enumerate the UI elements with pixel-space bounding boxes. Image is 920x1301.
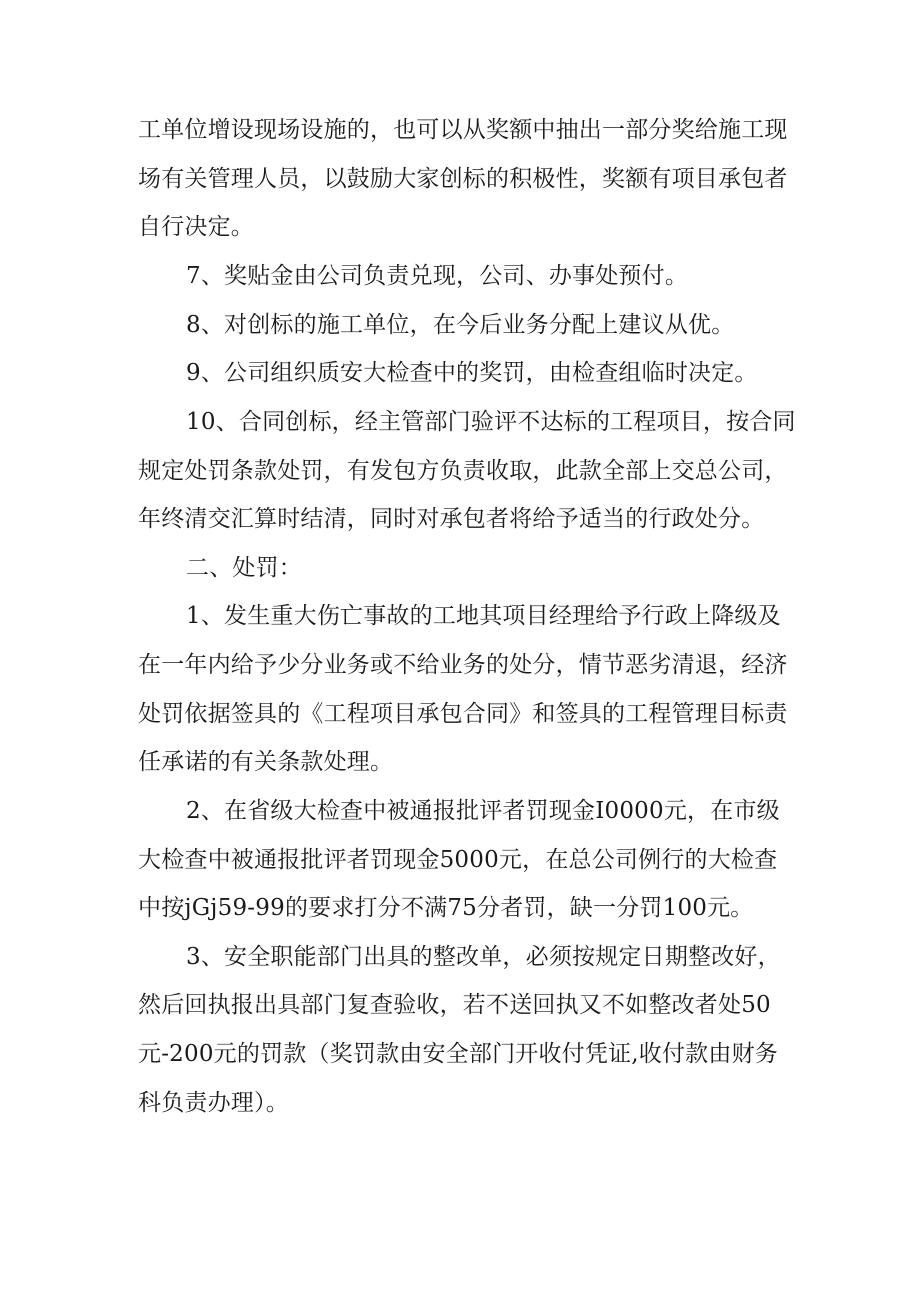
text-line: 处罚依据签具的《工程项目承包合同》和签具的工程管理目标责	[138, 701, 788, 727]
text-line: 规定处罚条款处罚，有发包方负责收取，此款全部上交总公司，	[138, 458, 788, 484]
text-line: 9、公司组织质安大检查中的奖罚，由检查组临时决定。	[186, 360, 758, 386]
text-line: 自行决定。	[138, 214, 254, 240]
text-line: 10、合同创标，经主管部门验评不达标的工程项目，按合同	[186, 409, 796, 435]
text-line: 场有关管理人员，以鼓励大家创标的积极性，奖额有项目承包者	[138, 166, 788, 192]
text-line: 中按jGj59-99的要求打分不满75分者罚，缺一分罚100元。	[138, 895, 754, 921]
text-line: 7、奖贴金由公司负责兑现，公司、办事处预付。	[186, 263, 689, 289]
text-line: 8、对创标的施工单位，在今后业务分配上建议从优。	[186, 312, 735, 338]
section-heading: 二、处罚：	[186, 555, 302, 581]
text-line: 大检查中被通报批评者罚现金5000元，在总公司例行的大检查	[138, 847, 778, 873]
text-line: 1、发生重大伤亡事故的工地其项目经理给予行政上降级及	[186, 603, 781, 629]
text-line: 2、在省级大检查中被通报批评者罚现金I0000元，在市级	[186, 798, 780, 824]
text-line: 年终清交汇算时结清，同时对承包者将给予适当的行政处分。	[138, 506, 765, 532]
text-line: 任承诺的有关条款处理。	[138, 749, 394, 775]
text-line: 元-200元的罚款（奖罚款由安全部门开收付凭证,收付款由财务	[138, 1041, 778, 1067]
text-line: 3、安全职能部门出具的整改单，必须按规定日期整改好，	[186, 944, 781, 970]
text-line: 在一年内给予少分业务或不给业务的处分，情节恶劣清退，经济	[138, 652, 788, 678]
text-line: 工单位增设现场设施的，也可以从奖额中抽出一部分奖给施工现	[138, 117, 788, 143]
text-line: 然后回执报出具部门复查验收，若不送回执又不如整改者处50	[138, 992, 771, 1018]
text-line: 科负责办理）。	[138, 1090, 289, 1116]
